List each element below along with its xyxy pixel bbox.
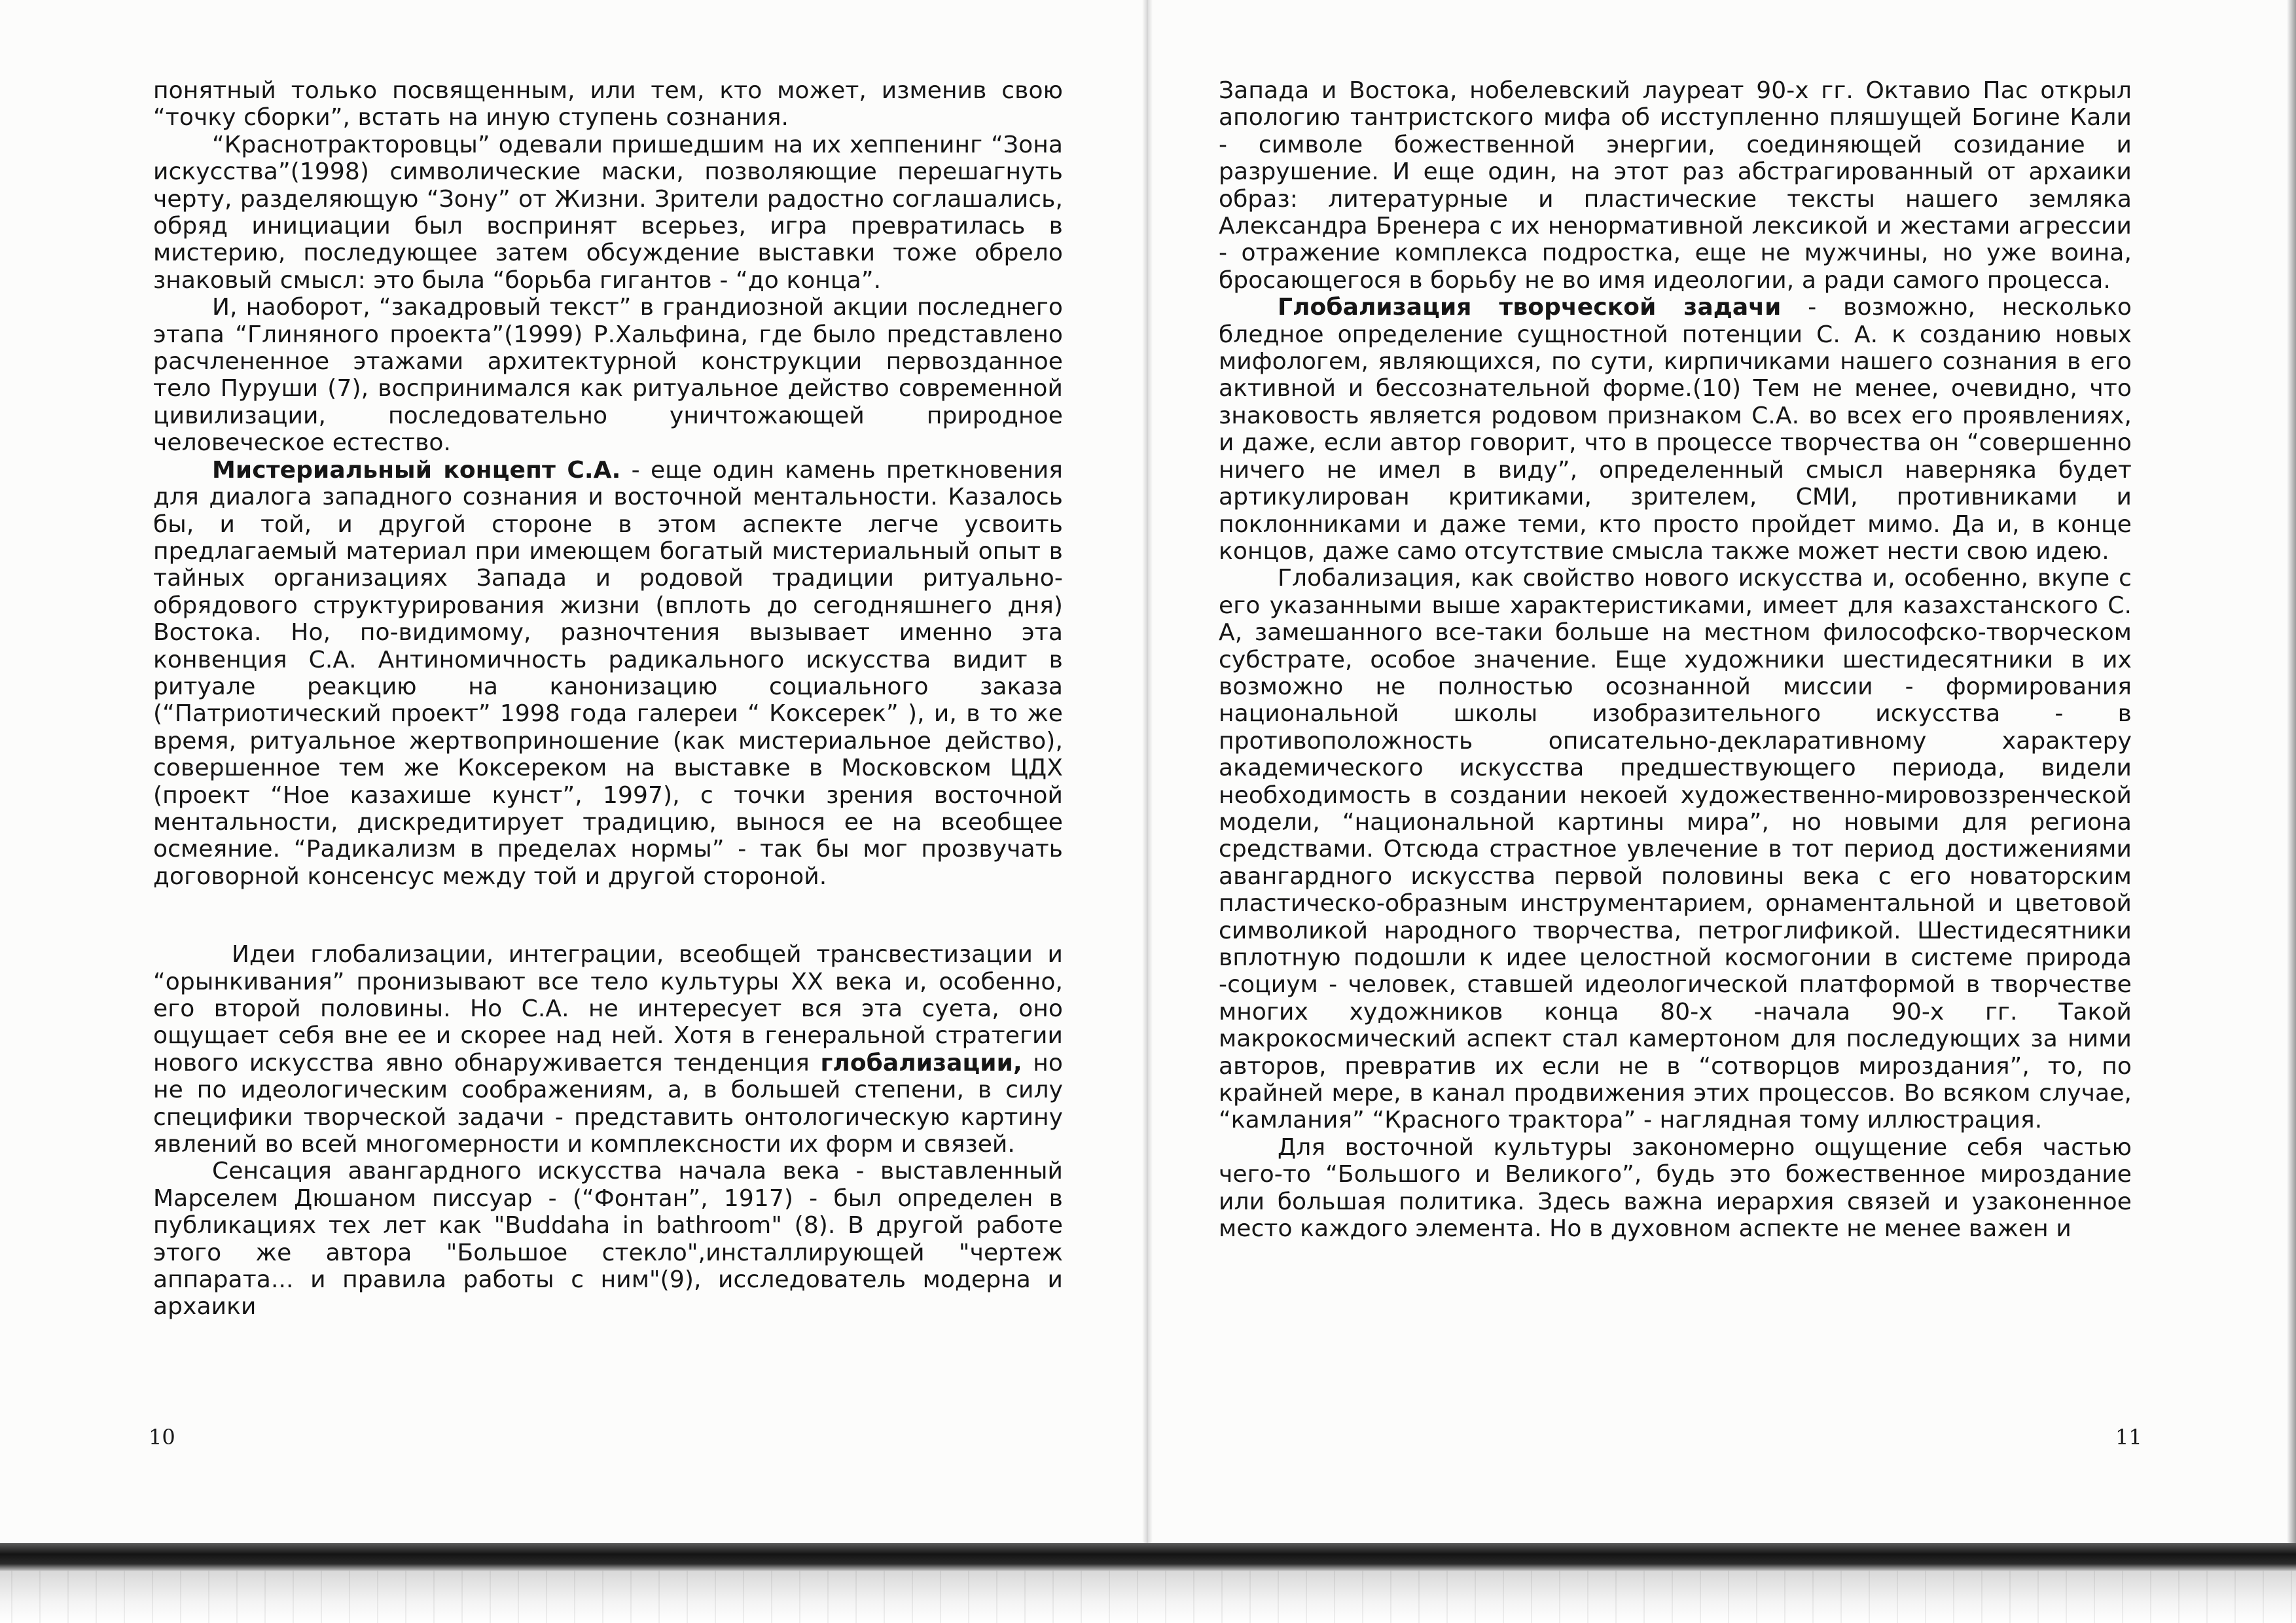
- page-number-right: 11: [2115, 1425, 2142, 1450]
- left-paragraph-6: Сенсация авангардного искусства начала века - выставленный Марселем Дюшаном писсуар - (“Фонтан”, 1917) - был определен в публикациях тех лет как "Buddaha in bathroom" (8). В другой работе этого же автора "Большое стекло",инсталлирующей "чертеж аппарата... и правила работы с ним"(9), исследователь модерна и архаики: [153, 1158, 1063, 1321]
- left-paragraph-3: И, наоборот, “закадровый текст” в грандиозной акции последнего этапа “Глиняного проекта”(1999) Р.Хальфина, где было представлено расчлененное этажами архитектурной конструкции первозданное тело Пуруши (7), воспринимался как ритуальное действо современной цивилизации, последовательно уничтожающей природное человеческое естество.: [153, 294, 1063, 457]
- section-gap: [153, 890, 1063, 941]
- left-paragraph-5: Идеи глобализации, интеграции, всеобщей трансвестизации и “орынкивания” пронизывают все тело культуры XX века и, особенно, его второй половины. Но С.А. не интересует вся эта суета, оно ощущает себя вне ее и скорее над ней. Хотя в генеральной стратегии нового искусства явно обнаруживается тенденция глобализации, но не по идеологическим соображениям, а, в большей степени, в силу специфики творческой задачи - представить онтологическую картину явлений во всей многомерности и комплексности их форм и связей.: [153, 941, 1063, 1158]
- left-page: [153, 77, 1063, 1321]
- scan-right-edge: [2287, 0, 2296, 1623]
- heading-globalization-of-task: Глобализация творческой задачи: [1278, 294, 1782, 321]
- heading-mysterial-concept: Мистериальный концепт С.А.: [212, 456, 621, 484]
- right-page: [1219, 77, 2132, 1242]
- left-paragraph-2: “Краснотракторовцы” одевали пришедшим на их хеппенинг “Зона искусства”(1998) символические маски, позволяющие перешагнуть черту, разделяющую “Зону” от Жизни. Зрители радостно соглашались, обряд инициации был воспринят всерьез, игра превратилась в мистерию, последующее затем обсуждение выставки тоже обрело знаковый смысл: это была “борьба гигантов - “до конца”.: [153, 131, 1063, 294]
- right-paragraph-2: Глобализация творческой задачи - возможно, несколько бледное определение сущностной потенции С. А. к созданию новых мифологем, являющихся, по сути, кирпичиками нашего сознания в его активной и бессознательной форме.(10) Тем не менее, очевидно, что знаковость является родовом признаком С.А. во всех его проявлениях, и даже, если автор говорит, что в процессе творчества он “совершенно ничего не имел в виду”, определенный смысл наверняка будет артикулирован критиками, зрителем, СМИ, противниками и поклонниками и даже теми, кто просто пройдет мимо. Да и, в конце концов, даже само отсутствие смысла также может нести свою идею.: [1219, 294, 2132, 565]
- scan-bottom-shadow: [0, 1543, 2296, 1571]
- scan-bottom-margin: [0, 1571, 2296, 1623]
- term-globalization: глобализации,: [820, 1049, 1022, 1077]
- left-paragraph-1: понятный только посвященным, или тем, кто может, изменив свою “точку сборки”, встать на иную ступень сознания.: [153, 77, 1063, 132]
- right-paragraph-1: Запада и Востока, нобелевский лауреат 90-х гг. Октавио Пас открыл апологию тантристского мифа об исступленно пляшущей Богине Кали - символе божественной энергии, соединяющей созидание и разрушение. И еще один, на этот раз абстрагированный от архаики образ: литературные и пластические тексты нашего земляка Александра Бренера с их ненормативной лексикой и жестами агрессии - отражение комплекса подростка, еще не мужчины, но уже воина, бросающегося в борьбу не во имя идеологии, а ради самого процесса.: [1219, 77, 2132, 294]
- right-paragraph-3: Глобализация, как свойство нового искусства и, особенно, вкупе с его указанными выше характеристиками, имеет для казахстанского С. А, замешанного все-таки больше на местном философско-творческом субстрате, особое значение. Еще художники шестидесятники в их возможно не полностью осознанной миссии - формирования национальной школы изобразительного искусства - в противоположность описательно-декларативному характеру академического искусства предшествующего периода, видели необходимость в создании некоей художественно-мировоззренческой модели, “национальной картины мира”, но новыми для региона средствами. Отсюда страстное увлечение в тот период достижениями авангардного искусства первой половины века с его новаторским пластическо-образным инструментарием, орнаментальной и цветовой символикой народного творчества, петроглификой. Шестидесятники вплотную подошли к идее целостной космогонии в системе природа -социум - человек, ставшей идеологической платформой в творчестве многих художников конца 80-х -начала 90-х гг. Такой макрокосмический аспект стал камертоном для последующих за ними авторов, превратив их если не в “сотворцов мироздания”, то, по крайней мере, в канал продвижения этих процессов. Во всяком случае, “камлания” “Красного трактора” - наглядная тому иллюстрация.: [1219, 565, 2132, 1134]
- left-paragraph-4: Мистериальный концепт С.А. - еще один камень преткновения для диалога западного сознания и восточной ментальности. Казалось бы, и той, и другой стороне в этом аспекте легче усвоить предлагаемый материал при имеющем богатый мистериальный опыт в тайных организациях Запада и родовой традиции ритуально-обрядового структурирования жизни (вплоть до сегодняшнего дня) Востока. Но, по-видимому, разночтения вызывает именно эта конвенция С.А. Антиномичность радикального искусства видит в ритуале реакцию на канонизацию социального заказа (“Патриотический проект” 1998 года галереи “ Коксерек” ), и, в то же время, ритуальное жертвоприношение (как мистериальное действо), совершенное тем же Коксереком на выставке в Московском ЦДХ (проект “Ное казахише кунст”, 1997), с точки зрения восточной ментальности, дискредитирует традицию, вынося ее на всеобщее осмеяние. “Радикализм в пределах нормы” - так бы мог прозвучать договорной консенсус между той и другой стороной.: [153, 456, 1063, 890]
- page-number-left: 10: [149, 1425, 175, 1450]
- right-paragraph-4: Для восточной культуры закономерно ощущение себя частью чего-то “Большого и Великого”, будь это божественное мироздание или большая политика. Здесь важна иерархия связей и узаконенное место каждого элемента. Но в духовном аспекте не менее важен и: [1219, 1133, 2132, 1243]
- book-gutter: [1142, 0, 1153, 1551]
